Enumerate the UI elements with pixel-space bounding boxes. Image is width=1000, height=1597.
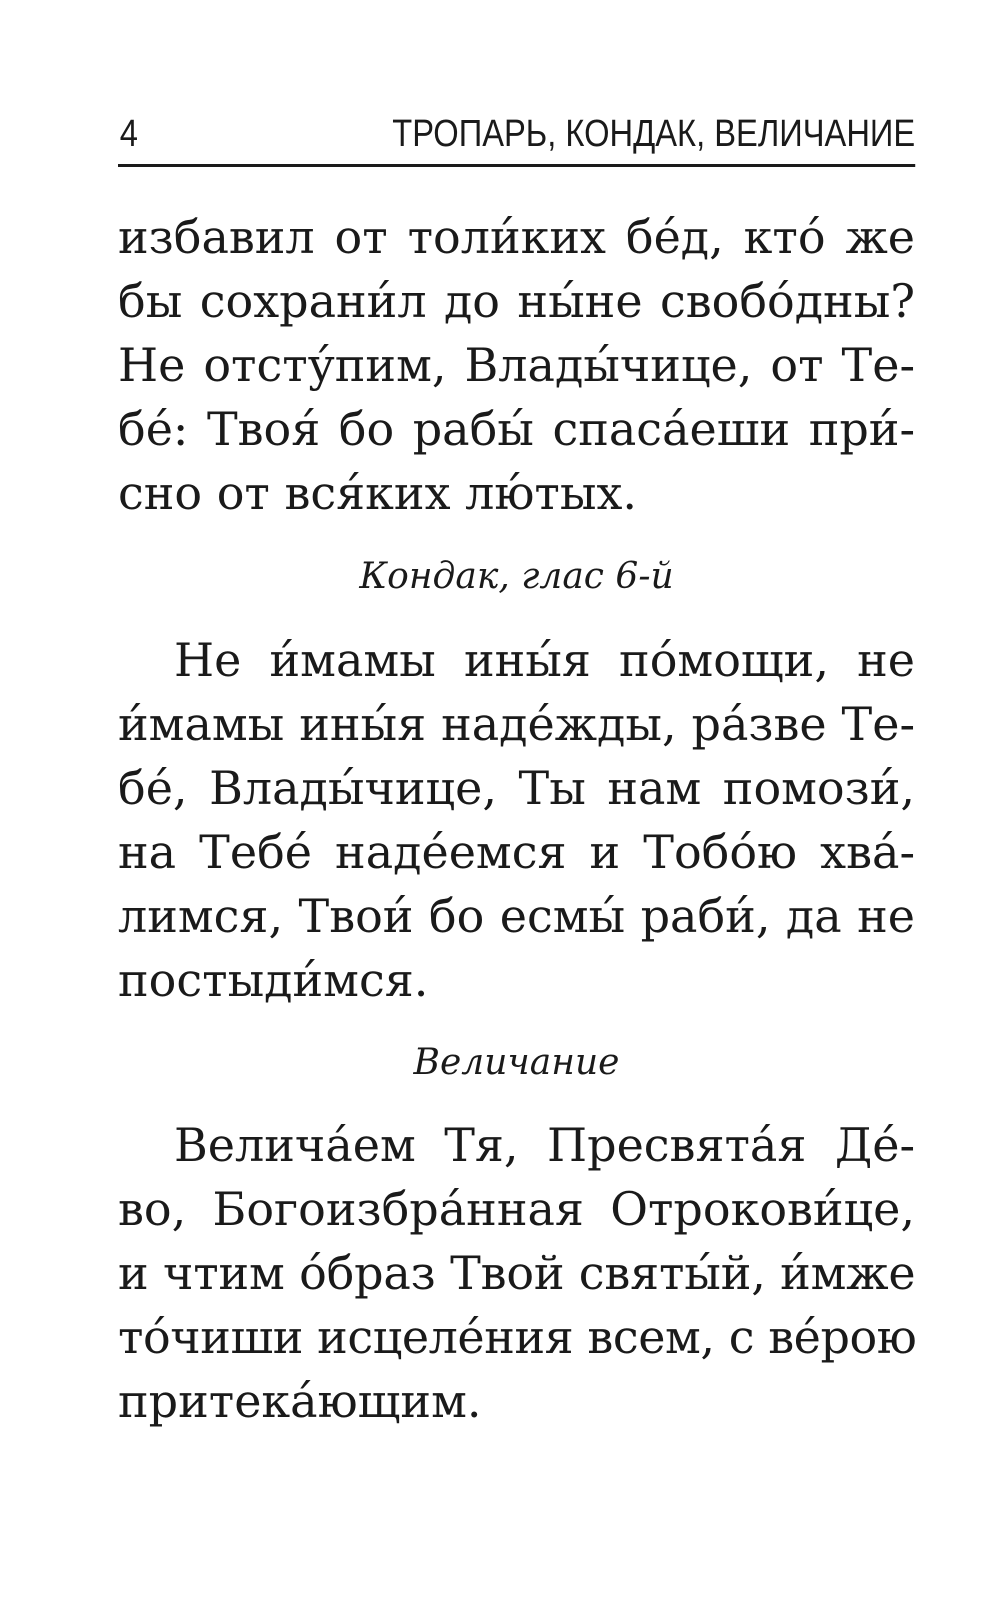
text-line: во, Богоизбра́нная Отрокови́це, (118, 1182, 915, 1236)
text-line: Велича́ем Тя, Пресвята́я Де́- (174, 1118, 915, 1172)
megalynarion-heading: Величание (413, 1042, 620, 1083)
text-line: и чтим о́браз Твой святы́й, и́мже (118, 1246, 916, 1300)
running-header (118, 106, 915, 167)
text-line: притека́ющим. (118, 1374, 482, 1428)
troparion-ending-paragraph (118, 205, 915, 525)
text-line: Не отсту́пим, Влады́чице, от Те- (118, 338, 915, 392)
text-line: бе́, Влады́чице, Ты нам помози́, (118, 761, 915, 815)
text-line: бе́: Твоя́ бо рабы́ спаса́еши при́- (118, 402, 915, 456)
text-line: постыди́мся. (118, 953, 429, 1007)
text-line: и́мамы ины́я наде́жды, ра́зве Те- (118, 697, 915, 751)
text-line: лимся, Твои́ бо есмы́ раби́, да не (118, 889, 915, 943)
text-line: на Тебе́ наде́емся и Тобо́ю хва́- (118, 825, 915, 879)
page-number: 4 (119, 113, 138, 155)
text-line: Не и́мамы ины́я по́мощи, не (174, 633, 915, 687)
kontakion-paragraph (118, 628, 915, 1012)
text-line: бы сохрани́л до ны́не свобо́дны? (118, 274, 915, 328)
book-page (118, 0, 915, 1597)
text-line: сно от вся́ких лю́тых. (118, 466, 638, 520)
text-line: избавил от толи́ких бе́д, кто́ же (118, 210, 915, 264)
text-line: то́чиши исцеле́ния всем, с ве́рою (118, 1310, 917, 1364)
megalynarion-paragraph (118, 1113, 915, 1433)
kontakion-heading: Кондак, глас 6-й (359, 556, 674, 597)
running-title: ТРОПАРЬ, КОНДАК, ВЕЛИЧАНИЕ (392, 113, 916, 155)
